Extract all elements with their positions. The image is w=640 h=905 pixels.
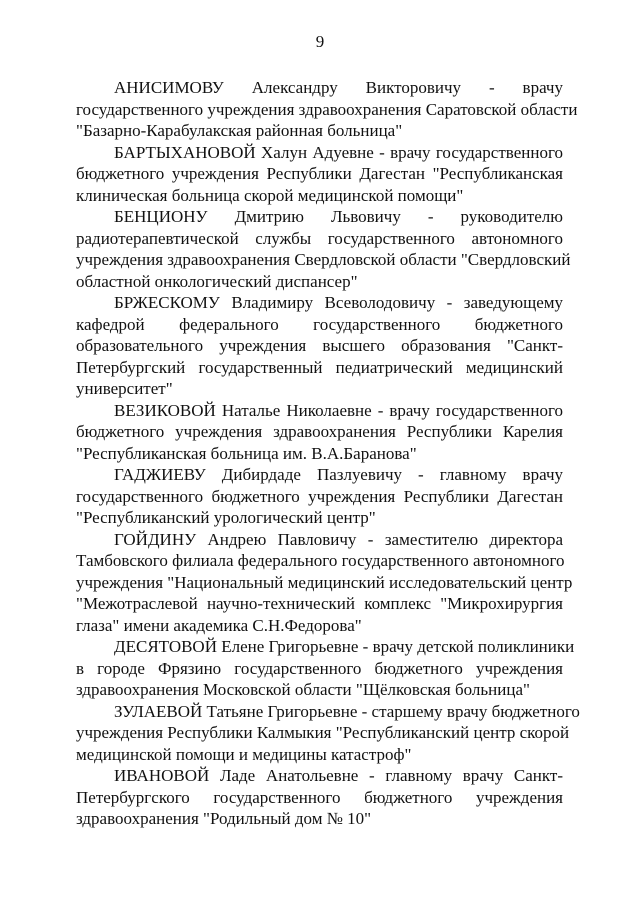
entry-line: БРЖЕСКОМУ Владимиру Всеволодовичу - заведующему (114, 293, 563, 312)
entry-line: кафедрой федерального государственного бюджетного (76, 314, 563, 334)
entry-line: учреждения Республики Калмыкия "Республиканский центр скорой (76, 723, 570, 742)
entry-line: в городе Фрязино государственного бюджетного учреждения (76, 658, 563, 678)
entry-line: "Базарно-Карабулакская районная больница" (76, 121, 403, 140)
list-item (76, 529, 573, 637)
list-item (76, 77, 578, 142)
entry-line: БЕНЦИОНУ Дмитрию Львовичу - руководителю (114, 207, 563, 226)
entry-line: "Республиканская больница им. В.А.Баранова" (76, 443, 417, 463)
entry-line: АНИСИМОВУ Александру Викторовичу - врачу (114, 78, 563, 97)
entry-line: здравоохранения Московской области "Щёлковская больница" (76, 680, 530, 699)
entry-line: университет" (76, 379, 173, 398)
page-number: 9 (315, 32, 325, 51)
entry-line: ГАДЖИЕВУ Дибирдаде Пазлуевичу - главному врачу (114, 465, 563, 484)
entry-line: бюджетного учреждения здравоохранения Республики Карелия (76, 422, 563, 441)
list-item (76, 636, 575, 701)
entry-line: ИВАНОВОЙ Ладе Анатольевне - главному врачу Санкт- (114, 766, 563, 785)
entry-line: здравоохранения "Родильный дом № 10" (76, 809, 372, 828)
list-item (76, 701, 580, 766)
entry-line: Тамбовского филиала федерального государственного автономного (76, 551, 565, 570)
entry-line: ЗУЛАЕВОЙ Татьяне Григорьевне - старшему врачу бюджетного (114, 701, 580, 721)
entry-line: глаза" имени академика С.Н.Федорова" (76, 615, 362, 635)
list-item (76, 142, 563, 207)
list-item (76, 206, 571, 292)
list-item (76, 292, 563, 400)
entry-line: бюджетного учреждения Республики Дагестан "Республиканская (76, 164, 563, 183)
entry-line: ДЕСЯТОВОЙ Елене Григорьевне - врачу детской поликлиники (114, 637, 575, 656)
entry-line: БАРТЫХАНОВОЙ Халун Адуевне - врачу государственного (114, 142, 563, 162)
entry-line: государственного учреждения здравоохранения Саратовской области (76, 99, 578, 119)
entry-line: клиническая больница скорой медицинской помощи" (76, 185, 464, 205)
entry-line: ВЕЗИКОВОЙ Наталье Николаевне - врачу государственного (114, 400, 563, 420)
entry-line: учреждения здравоохранения Свердловской области "Свердловский (76, 250, 571, 269)
award-list (76, 77, 580, 830)
entry-line: образовательного учреждения высшего образования "Санкт- (76, 336, 563, 355)
entry-line: учреждения "Национальный медицинский исследовательский центр (76, 572, 573, 592)
list-item (76, 464, 563, 529)
entry-line: Петербургский государственный педиатрический медицинский (76, 357, 563, 377)
entry-line: радиотерапевтической службы государственного автономного (76, 228, 563, 248)
list-item (76, 400, 563, 465)
list-item (76, 765, 563, 830)
entry-line: областной онкологический диспансер" (76, 271, 358, 291)
entry-line: "Республиканский урологический центр" (76, 508, 376, 527)
entry-line: медицинской помощи и медицины катастроф" (76, 744, 412, 764)
entry-line: Петербургского государственного бюджетного учреждения (76, 787, 563, 807)
entry-line: ГОЙДИНУ Андрею Павловичу - заместителю директора (114, 529, 563, 549)
entry-line: государственного бюджетного учреждения Республики Дагестан (76, 486, 563, 506)
entry-line: "Межотраслевой научно-технический комплекс "Микрохирургия (76, 594, 563, 613)
